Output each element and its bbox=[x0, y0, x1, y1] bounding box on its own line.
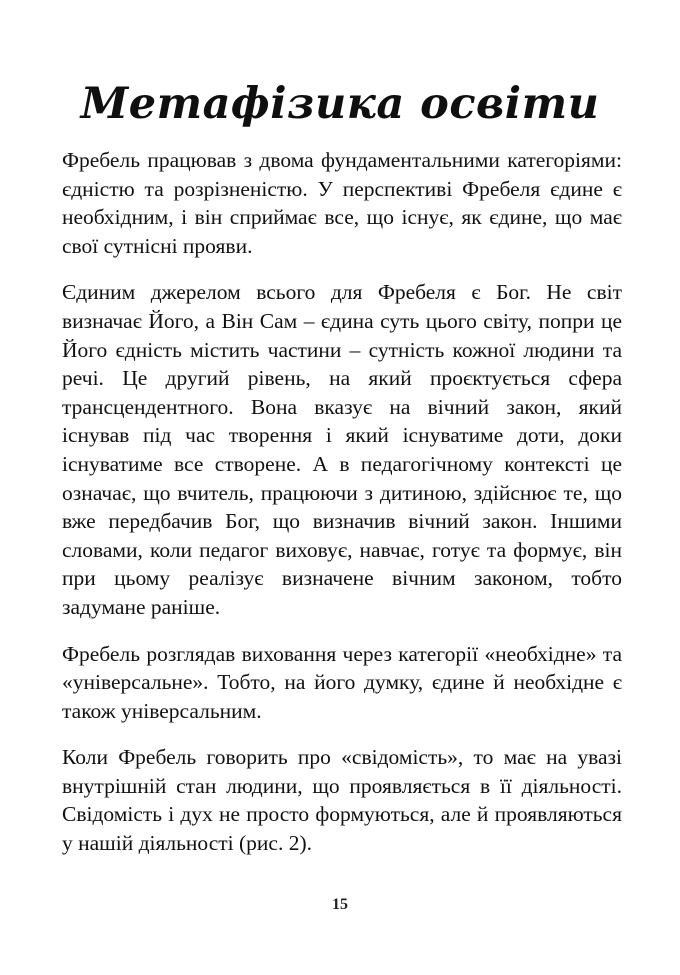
page-title: Метафізика освіти bbox=[80, 79, 600, 129]
paragraph-3: Фребель розглядав виховання через категорії «необхідне» та «універсальне». Тобто, на його думку, єдине й необхідне є також універсальним. bbox=[62, 641, 622, 723]
paragraph-1: Фребель працював з двома фундаментальними категоріями: єдністю та розрізненістю. У перспективі Фребеля єдине є необхідним, і він сприймає все, що існує, як єдине, що має свої сутнісні прояви. bbox=[62, 148, 622, 258]
paragraph-2: Єдиним джерелом всього для Фребеля є Бог. Не світ визначає Його, а Він Сам – єдина суть цього світу, попри це Його єдність містить частини – сутність кожної людини та речі. Це другий рівень, на який проєктується сфера трансцендентного. Вона вказує на вічний закон, який існував під час творення і який існуватиме доти, доки існуватиме все створене. А в педагогічному контексті це означає, що вчитель, працюючи з дитиною, здійснює те, що вже передбачив Бог, що визначив вічний закон. Іншими словами, коли педагог виховує, навчає, готує та формує, він при цьому реалізує визначене вічним законом, тобто задумане раніше. bbox=[62, 280, 622, 619]
paragraph-4: Коли Фребель говорить про «свідомість», то має на увазі внутрішній стан людини, що проявляється в її діяльності. Свідомість і дух не просто формуються, але й проявляються у нашій діяльності (рис. 2). bbox=[62, 745, 622, 856]
page-number: 15 bbox=[332, 896, 348, 913]
body-text bbox=[62, 146, 622, 876]
